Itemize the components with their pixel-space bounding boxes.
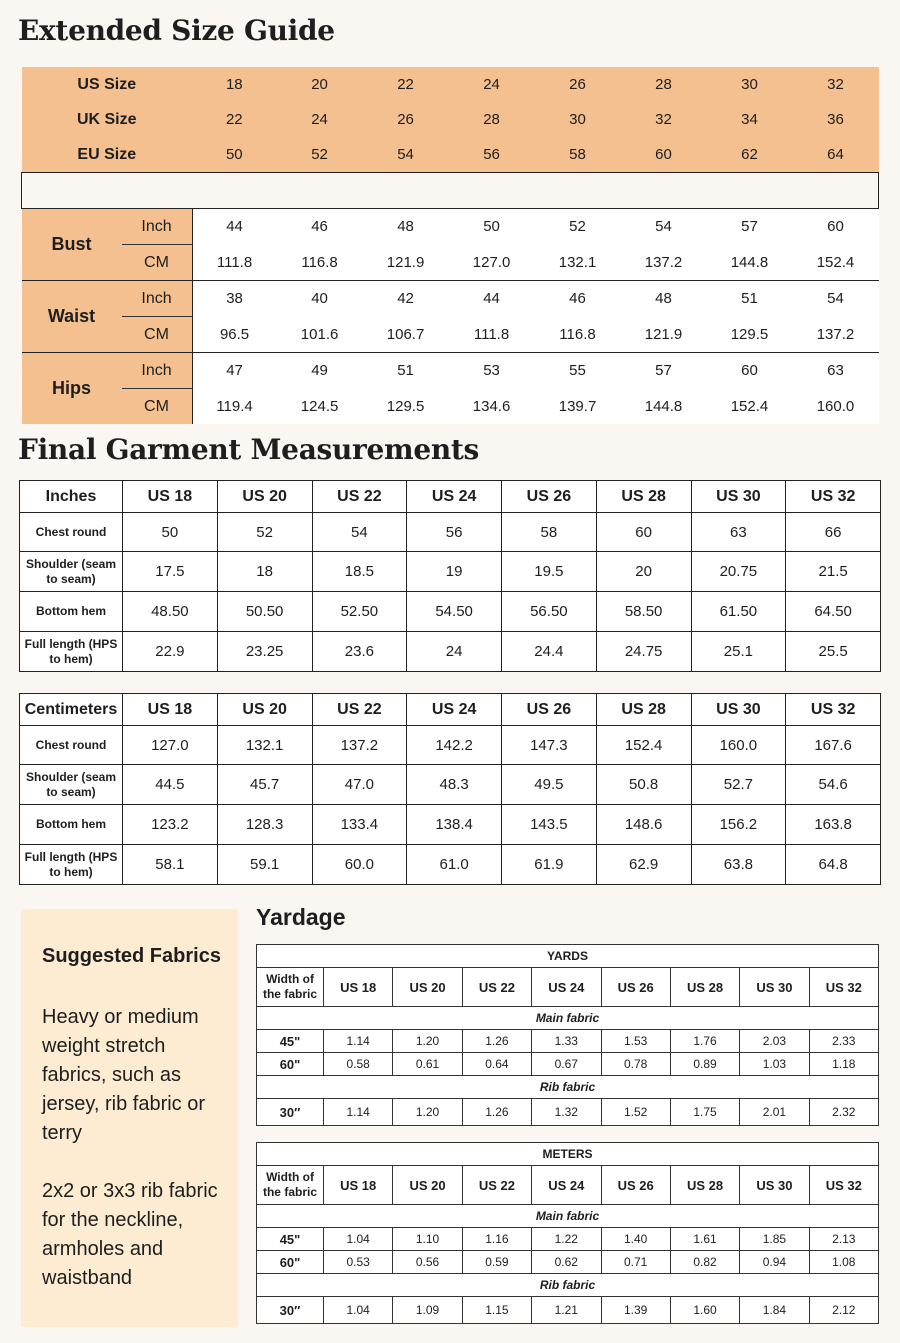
width-value: 60"	[257, 1053, 324, 1076]
size-header: US 28	[596, 481, 691, 513]
value-cell: 2.03	[740, 1030, 809, 1053]
value-cell: 64.50	[786, 592, 881, 632]
size-guide-title: Extended Size Guide	[18, 14, 335, 47]
table-row	[20, 726, 881, 765]
size-cell: 32	[792, 67, 878, 102]
value-cell: 1.33	[532, 1030, 601, 1053]
fabrics-rib-text: 2x2 or 3x3 rib fabric for the neckline, armholes and waistband	[42, 1180, 218, 1289]
size-header: US 26	[601, 1166, 670, 1205]
value-cell: 52.50	[312, 592, 407, 632]
size-cell: 18	[192, 67, 277, 102]
size-cell: 28	[449, 102, 535, 137]
measurement-cell: 54	[792, 281, 878, 317]
size-row-label: US Size	[22, 67, 193, 102]
size-row	[22, 137, 879, 173]
row-label: Shoulder (seam to seam)	[20, 552, 123, 592]
size-guide-table	[21, 67, 879, 424]
value-cell: 1.08	[809, 1251, 878, 1274]
size-header: US 24	[532, 968, 601, 1007]
size-header: US 26	[502, 694, 597, 726]
size-header: US 32	[809, 1166, 878, 1205]
value-cell: 0.67	[532, 1053, 601, 1076]
measurement-cell: 116.8	[277, 245, 363, 281]
unit-caption: METERS	[257, 1143, 879, 1166]
value-cell: 19.5	[502, 552, 597, 592]
size-header: US 22	[312, 694, 407, 726]
table-row	[20, 805, 881, 845]
value-cell: 66	[786, 513, 881, 552]
value-cell: 19	[407, 552, 502, 592]
value-cell: 0.53	[324, 1251, 393, 1274]
value-cell: 132.1	[217, 726, 312, 765]
value-cell: 1.20	[393, 1099, 462, 1126]
unit-label: CM	[122, 317, 193, 353]
yardage-title: Yardage	[256, 904, 346, 930]
value-cell: 133.4	[312, 805, 407, 845]
value-cell: 52.7	[691, 765, 786, 805]
measurement-cell: 121.9	[363, 245, 449, 281]
value-cell: 1.26	[462, 1099, 531, 1126]
value-cell: 44.5	[123, 765, 218, 805]
row-label: Full length (HPS to hem)	[20, 632, 123, 672]
value-cell: 50.50	[217, 592, 312, 632]
value-cell: 1.84	[740, 1297, 809, 1324]
section-row	[257, 1076, 879, 1099]
measurement-cell: 38	[192, 281, 277, 317]
size-header: US 30	[740, 1166, 809, 1205]
measurement-label: Hips	[22, 353, 122, 425]
value-cell: 49.5	[502, 765, 597, 805]
size-cell: 26	[363, 102, 449, 137]
width-value: 45"	[257, 1030, 324, 1053]
value-cell: 0.56	[393, 1251, 462, 1274]
value-cell: 127.0	[123, 726, 218, 765]
measurement-cell: 137.2	[792, 317, 878, 353]
value-cell: 54	[312, 513, 407, 552]
yardage-meters-table	[256, 1142, 879, 1324]
section-row	[257, 1274, 879, 1297]
measurement-cell: 121.9	[621, 317, 707, 353]
suggested-fabrics-title: Suggested Fabrics	[42, 945, 221, 967]
value-cell: 63.8	[691, 845, 786, 885]
measurement-cell: 53	[449, 353, 535, 389]
measurement-cell: 119.4	[192, 389, 277, 425]
size-row-label: EU Size	[22, 137, 193, 173]
value-cell: 0.89	[670, 1053, 739, 1076]
measurement-cell: 96.5	[192, 317, 277, 353]
header-row	[20, 481, 881, 513]
value-cell: 1.16	[462, 1228, 531, 1251]
spacer-cell	[22, 173, 879, 209]
value-cell: 0.82	[670, 1251, 739, 1274]
value-cell: 23.25	[217, 632, 312, 672]
size-cell: 30	[707, 67, 793, 102]
measurement-cell: 52	[535, 209, 621, 245]
size-header: US 22	[462, 1166, 531, 1205]
value-cell: 137.2	[312, 726, 407, 765]
table-row	[257, 1099, 879, 1126]
final-cm-table	[19, 693, 881, 885]
value-cell: 1.22	[532, 1228, 601, 1251]
value-cell: 0.64	[462, 1053, 531, 1076]
measurement-cell: 111.8	[192, 245, 277, 281]
value-cell: 1.09	[393, 1297, 462, 1324]
value-cell: 2.13	[809, 1228, 878, 1251]
size-cell: 32	[621, 102, 707, 137]
measurement-cell: 139.7	[535, 389, 621, 425]
measurement-cell: 57	[621, 353, 707, 389]
value-cell: 18	[217, 552, 312, 592]
measurement-cell: 111.8	[449, 317, 535, 353]
rib-fabric-label: Rib fabric	[257, 1076, 879, 1099]
final-inches-table	[19, 480, 881, 672]
size-header: US 18	[324, 968, 393, 1007]
row-label: Chest round	[20, 726, 123, 765]
value-cell: 2.33	[809, 1030, 878, 1053]
value-cell: 50.8	[596, 765, 691, 805]
row-label: Full length (HPS to hem)	[20, 845, 123, 885]
value-cell: 142.2	[407, 726, 502, 765]
caption-row	[257, 1143, 879, 1166]
measurement-cell: 160.0	[792, 389, 878, 425]
value-cell: 0.58	[324, 1053, 393, 1076]
value-cell: 54.6	[786, 765, 881, 805]
value-cell: 47.0	[312, 765, 407, 805]
value-cell: 1.76	[670, 1030, 739, 1053]
value-cell: 1.14	[324, 1030, 393, 1053]
size-cell: 52	[277, 137, 363, 173]
caption-row	[257, 945, 879, 968]
value-cell: 20	[596, 552, 691, 592]
value-cell: 23.6	[312, 632, 407, 672]
measurement-cell: 46	[277, 209, 363, 245]
value-cell: 62.9	[596, 845, 691, 885]
size-header: US 30	[691, 694, 786, 726]
measurement-cell: 129.5	[707, 317, 793, 353]
size-cell: 36	[792, 102, 878, 137]
value-cell: 0.61	[393, 1053, 462, 1076]
value-cell: 123.2	[123, 805, 218, 845]
table-row	[20, 592, 881, 632]
measurement-row	[22, 389, 879, 425]
value-cell: 1.21	[532, 1297, 601, 1324]
value-cell: 58	[502, 513, 597, 552]
value-cell: 1.04	[324, 1297, 393, 1324]
value-cell: 20.75	[691, 552, 786, 592]
value-cell: 58.50	[596, 592, 691, 632]
value-cell: 61.9	[502, 845, 597, 885]
value-cell: 63	[691, 513, 786, 552]
size-header: US 18	[123, 694, 218, 726]
value-cell: 45.7	[217, 765, 312, 805]
size-header: US 24	[407, 481, 502, 513]
header-row	[257, 1166, 879, 1205]
table-row	[257, 1251, 879, 1274]
measurement-cell: 152.4	[792, 245, 878, 281]
value-cell: 1.52	[601, 1099, 670, 1126]
width-value: 30″	[257, 1297, 324, 1324]
size-cell: 20	[277, 67, 363, 102]
value-cell: 1.61	[670, 1228, 739, 1251]
measurement-cell: 40	[277, 281, 363, 317]
section-row	[257, 1205, 879, 1228]
value-cell: 0.62	[532, 1251, 601, 1274]
measurement-cell: 134.6	[449, 389, 535, 425]
size-header: US 24	[532, 1166, 601, 1205]
measurement-cell: 47	[192, 353, 277, 389]
measurement-cell: 50	[449, 209, 535, 245]
value-cell: 59.1	[217, 845, 312, 885]
value-cell: 152.4	[596, 726, 691, 765]
value-cell: 60	[596, 513, 691, 552]
measurement-cell: 49	[277, 353, 363, 389]
value-cell: 1.53	[601, 1030, 670, 1053]
spacer-row	[22, 173, 879, 209]
value-cell: 24	[407, 632, 502, 672]
value-cell: 163.8	[786, 805, 881, 845]
value-cell: 1.10	[393, 1228, 462, 1251]
table-row	[20, 632, 881, 672]
measurement-cell: 124.5	[277, 389, 363, 425]
value-cell: 0.78	[601, 1053, 670, 1076]
measurement-cell: 60	[707, 353, 793, 389]
value-cell: 48.50	[123, 592, 218, 632]
value-cell: 25.1	[691, 632, 786, 672]
measurement-cell: 46	[535, 281, 621, 317]
value-cell: 50	[123, 513, 218, 552]
table-row	[20, 845, 881, 885]
measurement-cell: 44	[449, 281, 535, 317]
size-cell: 30	[535, 102, 621, 137]
table-row	[257, 1297, 879, 1324]
size-header: US 20	[217, 481, 312, 513]
value-cell: 2.32	[809, 1099, 878, 1126]
value-cell: 1.15	[462, 1297, 531, 1324]
value-cell: 24.4	[502, 632, 597, 672]
measurement-cell: 63	[792, 353, 878, 389]
value-cell: 1.14	[324, 1099, 393, 1126]
measurement-label: Bust	[22, 209, 122, 281]
measurement-cell: 48	[363, 209, 449, 245]
size-header: US 32	[786, 481, 881, 513]
table-row	[20, 765, 881, 805]
value-cell: 0.59	[462, 1251, 531, 1274]
fabrics-main-text: Heavy or medium weight stretch fabrics, such as jersey, rib fabric or terry	[42, 1006, 206, 1144]
value-cell: 58.1	[123, 845, 218, 885]
value-cell: 1.39	[601, 1297, 670, 1324]
value-cell: 156.2	[691, 805, 786, 845]
size-header: US 24	[407, 694, 502, 726]
size-cell: 34	[707, 102, 793, 137]
value-cell: 128.3	[217, 805, 312, 845]
size-cell: 54	[363, 137, 449, 173]
table-row	[257, 1053, 879, 1076]
value-cell: 1.32	[532, 1099, 601, 1126]
value-cell: 56	[407, 513, 502, 552]
rib-fabric-label: Rib fabric	[257, 1274, 879, 1297]
size-header: US 26	[502, 481, 597, 513]
value-cell: 148.6	[596, 805, 691, 845]
size-cell: 22	[192, 102, 277, 137]
value-cell: 2.01	[740, 1099, 809, 1126]
suggested-fabrics-box	[21, 909, 238, 1327]
size-cell: 28	[621, 67, 707, 102]
value-cell: 1.18	[809, 1053, 878, 1076]
size-cell: 26	[535, 67, 621, 102]
size-header: US 32	[809, 968, 878, 1007]
corner-label: Centimeters	[20, 694, 123, 726]
table-row	[257, 1228, 879, 1251]
value-cell: 64.8	[786, 845, 881, 885]
size-header: US 20	[217, 694, 312, 726]
row-label: Chest round	[20, 513, 123, 552]
measurement-cell: 144.8	[707, 245, 793, 281]
measurement-cell: 51	[707, 281, 793, 317]
measurement-cell: 55	[535, 353, 621, 389]
measurement-cell: 48	[621, 281, 707, 317]
value-cell: 25.5	[786, 632, 881, 672]
size-header: US 22	[312, 481, 407, 513]
main-fabric-label: Main fabric	[257, 1205, 879, 1228]
value-cell: 160.0	[691, 726, 786, 765]
value-cell: 54.50	[407, 592, 502, 632]
value-cell: 147.3	[502, 726, 597, 765]
measurement-cell: 144.8	[621, 389, 707, 425]
table-row	[257, 1030, 879, 1053]
value-cell: 18.5	[312, 552, 407, 592]
value-cell: 52	[217, 513, 312, 552]
measurement-cell: 60	[792, 209, 878, 245]
measurement-cell: 44	[192, 209, 277, 245]
value-cell: 17.5	[123, 552, 218, 592]
size-header: US 18	[123, 481, 218, 513]
value-cell: 0.71	[601, 1251, 670, 1274]
measurement-cell: 42	[363, 281, 449, 317]
size-header: US 30	[740, 968, 809, 1007]
measurement-cell: 129.5	[363, 389, 449, 425]
value-cell: 24.75	[596, 632, 691, 672]
header-row	[20, 694, 881, 726]
measurement-cell: 152.4	[707, 389, 793, 425]
value-cell: 1.04	[324, 1228, 393, 1251]
measurement-cell: 51	[363, 353, 449, 389]
row-label: Bottom hem	[20, 805, 123, 845]
size-row	[22, 67, 879, 102]
measurement-cell: 54	[621, 209, 707, 245]
size-cell: 50	[192, 137, 277, 173]
measurement-cell: 106.7	[363, 317, 449, 353]
size-cell: 62	[707, 137, 793, 173]
section-row	[257, 1007, 879, 1030]
size-header: US 26	[601, 968, 670, 1007]
row-label: Bottom hem	[20, 592, 123, 632]
size-header: US 32	[786, 694, 881, 726]
measurement-row	[22, 245, 879, 281]
width-value: 30″	[257, 1099, 324, 1126]
value-cell: 60.0	[312, 845, 407, 885]
width-label: Width of the fabric	[257, 1166, 324, 1205]
width-value: 60"	[257, 1251, 324, 1274]
size-cell: 64	[792, 137, 878, 173]
measurement-row	[22, 353, 879, 389]
table-row	[20, 552, 881, 592]
value-cell: 61.50	[691, 592, 786, 632]
measurement-cell: 137.2	[621, 245, 707, 281]
measurement-label: Waist	[22, 281, 122, 353]
final-measurements-title: Final Garment Measurements	[18, 433, 480, 466]
unit-label: CM	[122, 389, 193, 425]
width-value: 45"	[257, 1228, 324, 1251]
size-cell: 60	[621, 137, 707, 173]
value-cell: 1.75	[670, 1099, 739, 1126]
size-header: US 18	[324, 1166, 393, 1205]
value-cell: 1.26	[462, 1030, 531, 1053]
value-cell: 1.60	[670, 1297, 739, 1324]
corner-label: Inches	[20, 481, 123, 513]
width-label: Width of the fabric	[257, 968, 324, 1007]
header-row	[257, 968, 879, 1007]
value-cell: 1.03	[740, 1053, 809, 1076]
size-header: US 28	[596, 694, 691, 726]
yardage-yards-table	[256, 944, 879, 1126]
value-cell: 48.3	[407, 765, 502, 805]
size-header: US 30	[691, 481, 786, 513]
value-cell: 1.20	[393, 1030, 462, 1053]
value-cell: 1.40	[601, 1228, 670, 1251]
value-cell: 22.9	[123, 632, 218, 672]
row-label: Shoulder (seam to seam)	[20, 765, 123, 805]
size-header: US 20	[393, 968, 462, 1007]
measurement-row	[22, 209, 879, 245]
value-cell: 56.50	[502, 592, 597, 632]
size-cell: 24	[449, 67, 535, 102]
value-cell: 143.5	[502, 805, 597, 845]
unit-label: Inch	[122, 281, 193, 317]
unit-label: Inch	[122, 209, 193, 245]
size-cell: 56	[449, 137, 535, 173]
value-cell: 0.94	[740, 1251, 809, 1274]
measurement-row	[22, 317, 879, 353]
value-cell: 21.5	[786, 552, 881, 592]
size-cell: 58	[535, 137, 621, 173]
measurement-cell: 57	[707, 209, 793, 245]
value-cell: 1.85	[740, 1228, 809, 1251]
table-row	[20, 513, 881, 552]
size-header: US 28	[670, 1166, 739, 1205]
size-header: US 20	[393, 1166, 462, 1205]
size-cell: 24	[277, 102, 363, 137]
size-header: US 22	[462, 968, 531, 1007]
unit-caption: YARDS	[257, 945, 879, 968]
value-cell: 61.0	[407, 845, 502, 885]
measurement-row	[22, 281, 879, 317]
main-fabric-label: Main fabric	[257, 1007, 879, 1030]
value-cell: 167.6	[786, 726, 881, 765]
size-header: US 28	[670, 968, 739, 1007]
unit-label: Inch	[122, 353, 193, 389]
size-row	[22, 102, 879, 137]
measurement-cell: 116.8	[535, 317, 621, 353]
measurement-cell: 132.1	[535, 245, 621, 281]
value-cell: 138.4	[407, 805, 502, 845]
unit-label: CM	[122, 245, 193, 281]
size-cell: 22	[363, 67, 449, 102]
value-cell: 2.12	[809, 1297, 878, 1324]
size-row-label: UK Size	[22, 102, 193, 137]
measurement-cell: 127.0	[449, 245, 535, 281]
measurement-cell: 101.6	[277, 317, 363, 353]
